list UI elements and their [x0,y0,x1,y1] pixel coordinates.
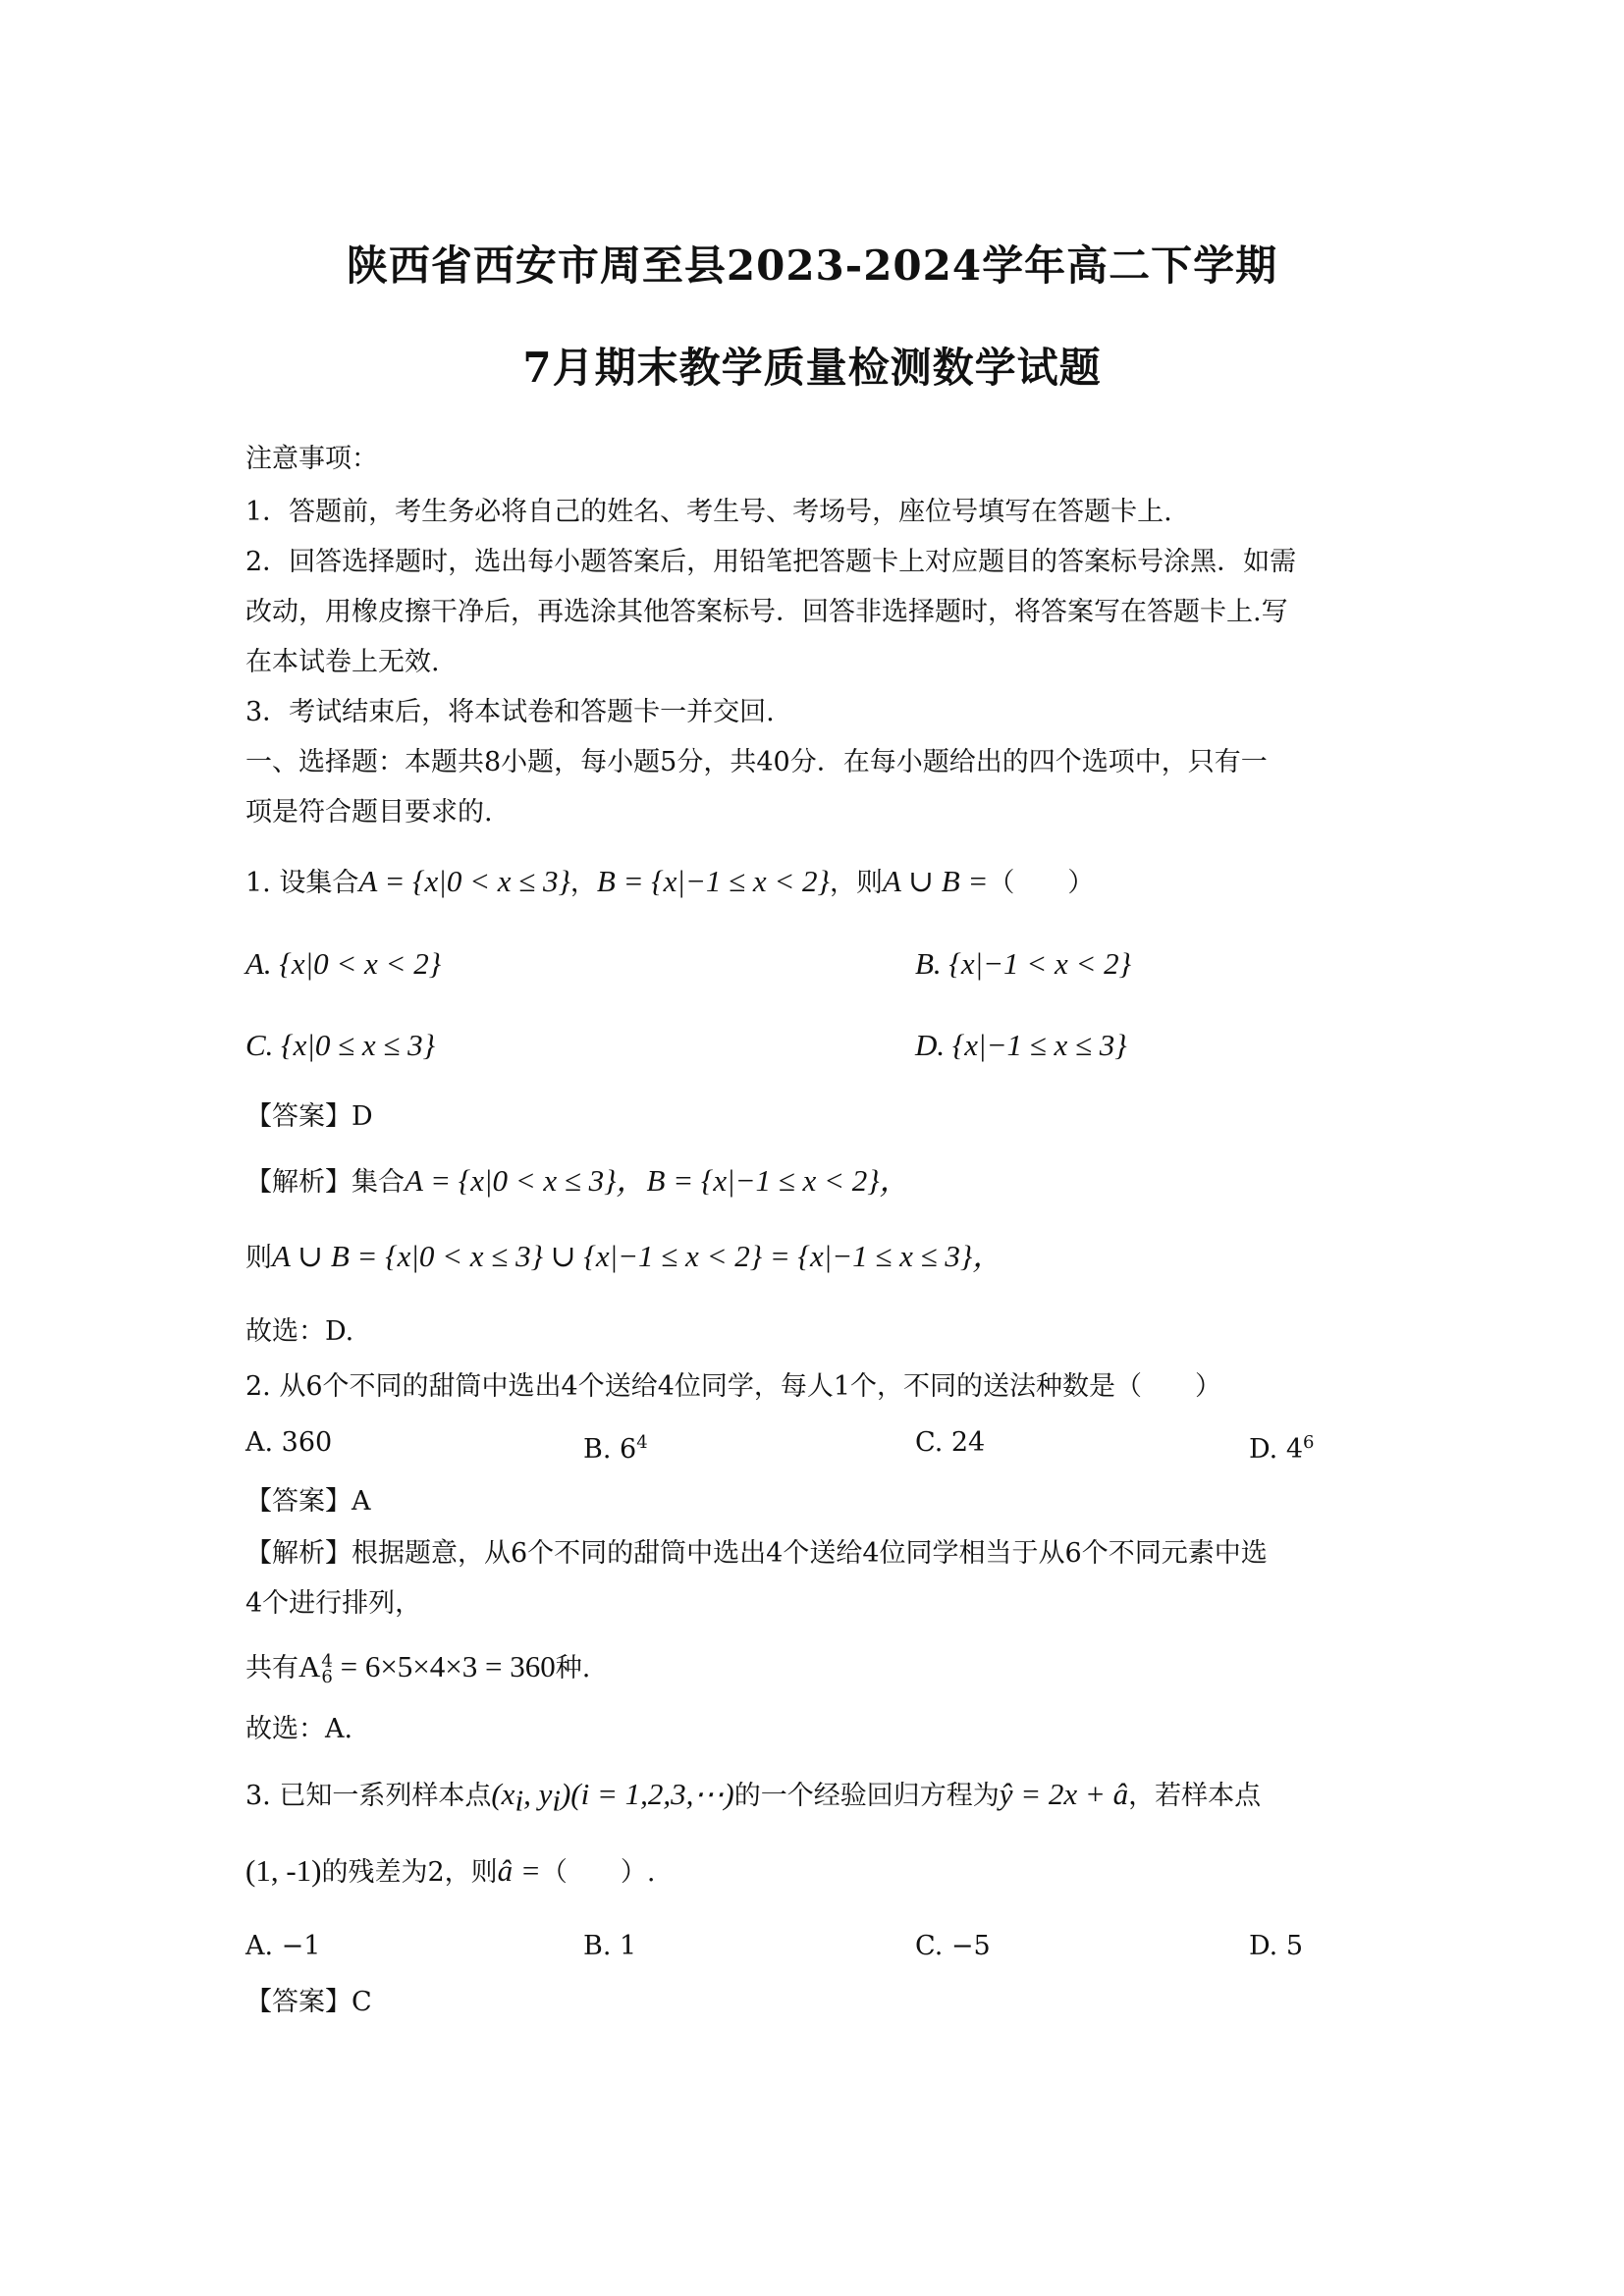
q1-answer: 【答案】D [245,1101,373,1132]
q3-residual-text: 的残差为2，则 [321,1857,498,1888]
q2-total-rest: = 6×5×4×3 = 360 [332,1649,556,1683]
q1-blank: （ ） [988,868,1095,898]
q1-analysis-union: A ∪ B = {x|0 < x ≤ 3} ∪ {x|−1 ≤ x < 2} = {x|−1 ≤ x ≤ 3}， [272,1239,1003,1273]
q2-analysis-line-2: 4个进行排列， [245,1588,422,1619]
q1-analysis-label: 【解析】集合 [245,1167,405,1198]
notice-item-1: 1．答题前，考生务必将自己的姓名、考生号、考场号，座位号填写在答题卡上. [245,497,1172,527]
notice-item-3: 3．考试结束后，将本试卷和答题卡一并交回. [245,697,775,727]
q1-set-a: A = {x|0 < x ≤ 3} [358,864,570,898]
notice-heading: 注意事项： [245,444,378,474]
question-3-stem-line-2 [245,1851,655,1893]
q2-option-c: C. 24 [915,1427,986,1458]
q1-prefix: 1. 设集合 [245,868,359,898]
q1-option-b: B. {x|−1 < x < 2} [915,946,1132,981]
q1-sep: ， [569,868,597,898]
q3-points-sub-2: i [552,1783,561,1818]
q3-option-b: B. 1 [583,1931,637,1961]
q1-choose: 故选：D. [245,1316,354,1347]
q2-option-b [583,1423,648,1469]
q2-option-d [1249,1423,1314,1469]
q2-analysis-line-1: 【解析】根据题意，从6个不同的甜筒中选出4个送给4位同学相当于从6个不同元素中选 [245,1538,1268,1569]
q2-choose: 故选：A. [245,1714,353,1744]
q2-total-prefix: 共有 [245,1653,298,1683]
question-3-stem-line-1 [245,1775,1261,1820]
q3-option-a: A. −1 [245,1931,321,1961]
q3-points-end: )(i = 1,2,3,⋯) [560,1777,734,1811]
q2-option-d-exp: 6 [1303,1432,1315,1453]
q3-points-sub-1: i [514,1783,524,1818]
q2-total-sub: 6 [321,1666,333,1687]
q3-point: (1, -1) [245,1853,322,1888]
title-line-2: 7月期末教学质量检测数学试题 [522,344,1102,392]
q2-total-sup: 4 [321,1650,333,1672]
q3-ahat: â = [497,1853,541,1888]
q1-union: A ∪ B = [882,864,989,898]
q3-answer: 【答案】C [245,1987,372,2017]
section-1-line-2: 项是符合题目要求的. [245,797,493,828]
q2-answer: 【答案】A [245,1486,371,1517]
q2-total-indices [321,1650,333,1687]
q2-option-a: A. 360 [245,1427,333,1458]
q3-suffix: ，若样本点 [1128,1781,1262,1811]
question-1-stem [245,862,1094,903]
q3-equation: ŷ = 2x + â [999,1777,1129,1811]
q2-option-b-base: B. 6 [583,1434,637,1465]
q1-option-d: D. {x|−1 ≤ x ≤ 3} [915,1028,1127,1062]
q1-option-a: A. {x|0 < x < 2} [245,946,442,981]
q2-option-b-exp: 4 [636,1432,648,1453]
notice-item-2-line-2: 改动，用橡皮擦干净后，再选涂其他答案标号．回答非选择题时，将答案写在答题卡上.写 [245,597,1288,627]
q3-points-open: (x [491,1777,515,1811]
q3-mid: 的一个经验回归方程为 [733,1781,1000,1811]
q1-then-2: 则 [245,1243,272,1273]
section-1-line-1: 一、选择题：本题共8小题，每小题5分，共40分．在每小题给出的四个选项中，只有一 [245,747,1268,777]
notice-item-2-line-3: 在本试卷上无效. [245,647,440,677]
q1-set-b: B = {x|−1 ≤ x < 2} [596,864,830,898]
q3-blank: （ ）. [540,1857,656,1888]
q3-option-c: C. −5 [915,1931,991,1961]
q1-analysis-line-2 [245,1237,1002,1278]
q2-total-suffix: 种. [555,1653,591,1683]
title-line-1: 陕西省西安市周至县2023-2024学年高二下学期 [346,241,1278,290]
q1-then: ，则 [829,868,883,898]
q2-option-d-base: D. 4 [1249,1434,1304,1465]
q3-option-d: D. 5 [1249,1931,1304,1961]
q1-option-c: C. {x|0 ≤ x ≤ 3} [245,1028,436,1062]
q2-total-a: A [298,1649,321,1683]
q3-points-mid: , y [523,1777,553,1811]
q3-prefix: 3. 已知一系列样本点 [245,1781,492,1811]
q1-analysis-sets: A = {x|0 < x ≤ 3}，B = {x|−1 ≤ x < 2}， [405,1163,910,1198]
notice-item-2-line-1: 2．回答选择题时，选出每小题答案后，用铅笔把答题卡上对应题目的答案标号涂黑．如需 [245,547,1297,577]
question-2-stem: 2. 从6个不同的甜筒中选出4个送给4位同学，每人1个，不同的送法种数是（ ） [245,1371,1222,1402]
q2-total [245,1647,590,1688]
q1-analysis-line-1 [245,1161,910,1202]
